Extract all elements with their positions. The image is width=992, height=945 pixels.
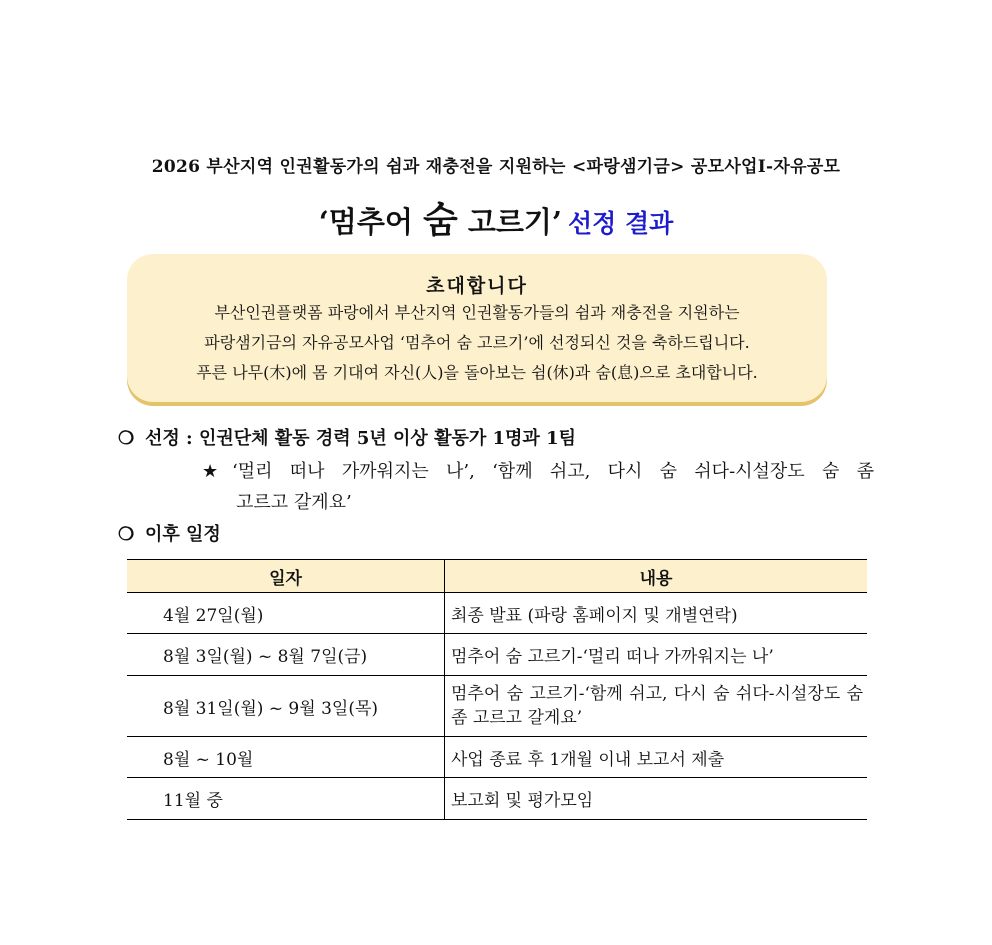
selection-heading <box>118 424 576 450</box>
table-row <box>127 737 867 778</box>
row-content: 멈추어 숨 고르기-‘멀리 떠나 가까워지는 나’ <box>445 634 868 676</box>
selection-detail-line2: 고르고 갈게요’ <box>236 492 352 513</box>
title-part2: 고르기’ <box>457 205 562 239</box>
selection-detail <box>202 456 874 518</box>
row-date: 8월 31일(월) ~ 9월 3일(목) <box>127 676 445 737</box>
table-row <box>127 634 867 676</box>
row-date: 8월 3일(월) ~ 8월 7일(금) <box>127 634 445 676</box>
title-part1: ‘멈추어 <box>318 205 423 239</box>
invitation-line: 부산인권플랫폼 파랑에서 부산지역 인권활동가들의 쉼과 재충전을 지원하는 <box>214 303 740 322</box>
column-header-date: 일자 <box>127 560 445 593</box>
table-row <box>127 593 867 634</box>
circle-bullet-icon: ❍ <box>118 524 135 545</box>
schedule-heading-text: 이후 일정 <box>145 524 221 545</box>
schedule-table <box>127 559 867 820</box>
table-row <box>127 676 867 737</box>
selection-text: 선정 : 인권단체 활동 경력 5년 이상 활동가 1명과 1팀 <box>145 428 576 449</box>
row-content: 멈추어 숨 고르기-‘함께 쉬고, 다시 숨 쉬다-시설장도 숨 좀 고르고 갈게요’ <box>445 676 868 737</box>
invitation-line: 푸른 나무(木)에 몸 기대여 자신(人)을 돌아보는 쉼(休)과 숨(息)으로 초대합니다. <box>196 363 758 382</box>
document-title <box>0 192 992 243</box>
invitation-heading: 초대합니다 <box>426 275 528 297</box>
table-row <box>127 778 867 820</box>
row-content: 보고회 및 평가모임 <box>445 778 868 820</box>
row-content: 최종 발표 (파랑 홈페이지 및 개별연락) <box>445 593 868 634</box>
row-date: 4월 27일(월) <box>127 593 445 634</box>
title-big-word: 숨 <box>422 199 458 241</box>
title-main <box>318 199 562 241</box>
row-date: 11월 중 <box>127 778 445 820</box>
document-subtitle: 2026 부산지역 인권활동가의 쉼과 재충전을 지원하는 <파랑샘기금> 공모사업Ⅰ-자유공모 <box>151 157 841 177</box>
selection-detail-line1: ‘멀리 떠나 가까워지는 나’, ‘함께 쉬고, 다시 숨 쉬다-시설장도 숨 좀 <box>232 461 874 482</box>
row-content: 사업 종료 후 1개월 이내 보고서 제출 <box>445 737 868 778</box>
invitation-line: 파랑샘기금의 자유공모사업 ‘멈추어 숨 고르기’에 선정되신 것을 축하드립니다. <box>204 333 750 352</box>
star-icon: ★ <box>202 461 219 482</box>
column-header-content: 내용 <box>445 560 868 593</box>
row-date: 8월 ~ 10월 <box>127 737 445 778</box>
invitation-box <box>127 254 827 402</box>
schedule-heading <box>118 520 221 546</box>
circle-bullet-icon: ❍ <box>118 428 135 449</box>
table-header-row <box>127 560 867 593</box>
title-result: 선정 결과 <box>567 209 674 238</box>
